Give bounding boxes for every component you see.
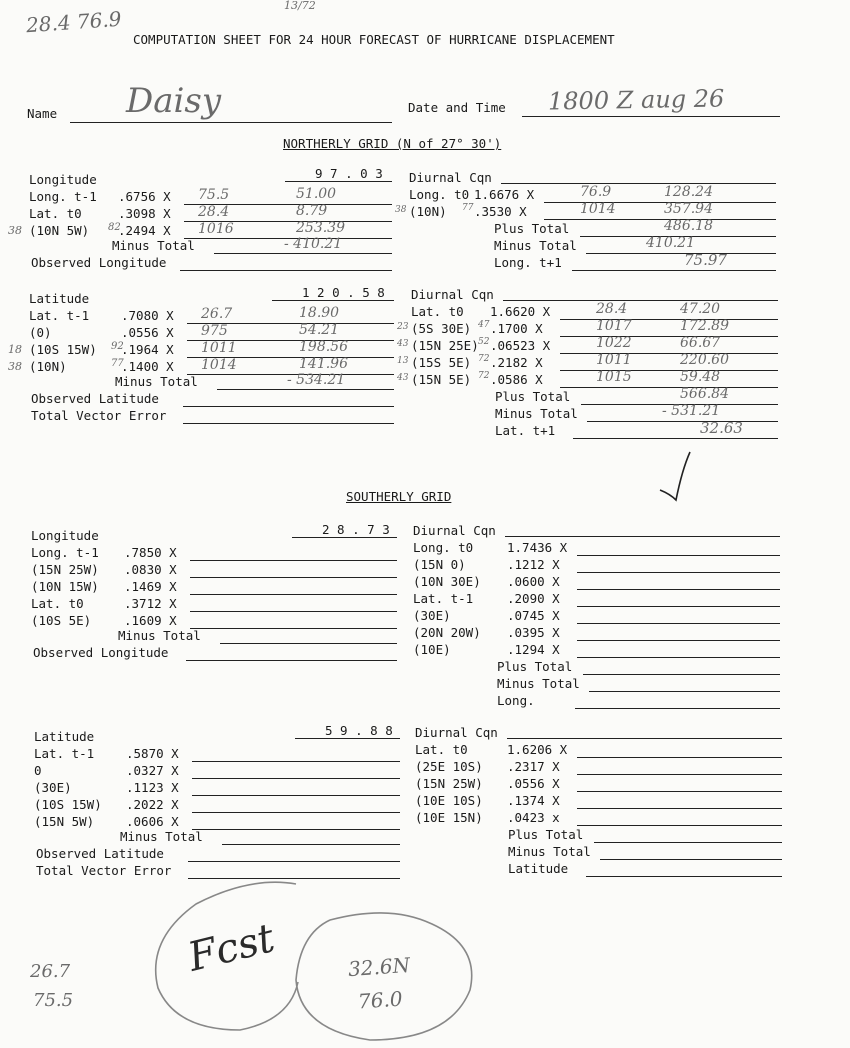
storm-name-handwritten: Daisy bbox=[126, 81, 222, 121]
row-coefficient: .1374 X bbox=[507, 793, 560, 808]
row-coefficient: .1609 X bbox=[124, 613, 177, 628]
section-label: Latitude bbox=[29, 291, 90, 306]
row-label: Lat. t0 bbox=[31, 596, 84, 611]
handwritten-input: 28.4 bbox=[596, 301, 628, 317]
handwritten-product: 128.24 bbox=[664, 184, 713, 200]
row-coefficient: .1700 X bbox=[490, 321, 543, 336]
result-label: Long. t+1 bbox=[494, 255, 562, 270]
handwritten-note: 76.0 bbox=[357, 986, 404, 1014]
margin-note: 52 bbox=[478, 337, 490, 347]
row-label: Lat. t0 bbox=[415, 742, 468, 757]
row-coefficient: 1.6676 X bbox=[474, 187, 535, 202]
row-coefficient: .0745 X bbox=[507, 608, 560, 623]
row-label: (10E 15N) bbox=[415, 810, 483, 825]
handwritten-product: 172.89 bbox=[680, 318, 729, 334]
row-coefficient: .2022 X bbox=[126, 797, 179, 812]
row-coefficient: .0830 X bbox=[124, 562, 177, 577]
row-label: Lat. t0 bbox=[29, 206, 82, 221]
handwritten-product: 357.94 bbox=[664, 201, 713, 217]
row-label: (10E 10S) bbox=[415, 793, 483, 808]
row-label: (30E) bbox=[34, 780, 72, 795]
date-time-label: Date and Time bbox=[408, 100, 506, 115]
row-label: (20N 20W) bbox=[413, 625, 481, 640]
handwritten-product: 54.21 bbox=[299, 322, 340, 338]
row-coefficient: .0586 X bbox=[490, 372, 543, 387]
row-label: (5S 30E) bbox=[411, 321, 472, 336]
plus-total-label: Plus Total bbox=[497, 659, 573, 674]
row-coefficient: .5870 X bbox=[126, 746, 179, 761]
row-coefficient: .6756 X bbox=[118, 189, 171, 204]
margin-note: 77 bbox=[462, 203, 474, 213]
row-label: (10N) bbox=[409, 204, 447, 219]
handwritten-product: 141.96 bbox=[299, 356, 348, 372]
margin-note: 23 bbox=[397, 322, 409, 332]
row-label: (10N 15W) bbox=[31, 579, 99, 594]
margin-note: 38 bbox=[395, 205, 407, 215]
handwritten-product: 18.90 bbox=[299, 305, 340, 321]
row-label: Lat. t-1 bbox=[29, 308, 90, 323]
row-coefficient: .1400 X bbox=[121, 359, 174, 374]
vector-error-label: Total Vector Error bbox=[31, 408, 167, 423]
minus-total-label: Minus Total bbox=[115, 374, 198, 389]
plus-total-label: Plus Total bbox=[508, 827, 584, 842]
handwritten-product: 47.20 bbox=[680, 301, 721, 317]
plus-total-label: Plus Total bbox=[494, 221, 570, 236]
section-label: Longitude bbox=[31, 528, 99, 543]
handwritten-minus-total: - 531.21 bbox=[662, 403, 721, 419]
margin-note: 18 bbox=[8, 343, 22, 356]
margin-note: 72 bbox=[478, 371, 490, 381]
handwritten-product: 253.39 bbox=[296, 220, 345, 236]
margin-note: 82 bbox=[108, 222, 121, 233]
section-result: 1 2 0 . 5 8 bbox=[302, 285, 385, 300]
minus-total-label: Minus Total bbox=[494, 238, 577, 253]
row-label: Long. t-1 bbox=[29, 189, 97, 204]
handwritten-note: 26.7 bbox=[30, 961, 71, 982]
section-label: Longitude bbox=[29, 172, 97, 187]
row-coefficient: .1212 X bbox=[507, 557, 560, 572]
handwritten-input: 1015 bbox=[596, 369, 632, 385]
row-coefficient: 1.7436 X bbox=[507, 540, 568, 555]
row-coefficient: .0423 x bbox=[507, 810, 560, 825]
handwritten-input: 1011 bbox=[201, 340, 237, 356]
diurnal-label: Diurnal Cqn bbox=[411, 287, 494, 302]
plus-total-label: Plus Total bbox=[495, 389, 571, 404]
date-time-handwritten: 1800 Z aug 26 bbox=[547, 84, 725, 116]
handwritten-minus-total: - 534.21 bbox=[287, 372, 346, 388]
row-coefficient: 1.6620 X bbox=[490, 304, 551, 319]
row-label: (10N 30E) bbox=[413, 574, 481, 589]
handwritten-result: 75.97 bbox=[684, 251, 727, 269]
row-coefficient: .3098 X bbox=[118, 206, 171, 221]
diurnal-label: Diurnal Cqn bbox=[415, 725, 498, 740]
handwritten-input: 28.4 bbox=[198, 204, 230, 220]
row-label: (10N) bbox=[29, 359, 67, 374]
row-label: (10S 15W) bbox=[29, 342, 97, 357]
row-label: (15N 0) bbox=[413, 557, 466, 572]
margin-note: 47 bbox=[478, 320, 490, 330]
margin-note: 92 bbox=[111, 341, 124, 352]
circle-mark-position bbox=[296, 913, 472, 1040]
row-coefficient: .7080 X bbox=[121, 308, 174, 323]
row-label: 0 bbox=[34, 763, 42, 778]
row-label: Lat. t0 bbox=[411, 304, 464, 319]
handwritten-product: 198.56 bbox=[299, 339, 348, 355]
observed-label: Observed Latitude bbox=[31, 391, 159, 406]
row-coefficient: .1294 X bbox=[507, 642, 560, 657]
southerly-grid-heading: SOUTHERLY GRID bbox=[346, 489, 452, 504]
handwritten-minus-total: - 410.21 bbox=[284, 236, 343, 252]
handwritten-input: 975 bbox=[201, 323, 228, 339]
handwritten-product: 59.48 bbox=[680, 369, 721, 385]
row-coefficient: .3712 X bbox=[124, 596, 177, 611]
handwritten-product: 66.67 bbox=[680, 335, 721, 351]
handwritten-input: 1016 bbox=[198, 221, 234, 237]
row-label: Lat. t-1 bbox=[413, 591, 474, 606]
minus-total-label: Minus Total bbox=[118, 628, 201, 643]
result-label: Latitude bbox=[508, 861, 569, 876]
margin-note: 38 bbox=[8, 360, 22, 373]
row-coefficient: .2090 X bbox=[507, 591, 560, 606]
section-result: 9 7 . 0 3 bbox=[315, 166, 383, 181]
minus-total-label: Minus Total bbox=[112, 238, 195, 253]
name-label: Name bbox=[27, 106, 58, 121]
section-result: 2 8 . 7 3 bbox=[322, 522, 390, 537]
circle-mark-fcst bbox=[156, 882, 298, 1030]
row-coefficient: .3530 X bbox=[474, 204, 527, 219]
row-coefficient: .2317 X bbox=[507, 759, 560, 774]
diurnal-label: Diurnal Cqn bbox=[409, 170, 492, 185]
row-coefficient: .1469 X bbox=[124, 579, 177, 594]
minus-total-label: Minus Total bbox=[497, 676, 580, 691]
row-label: Long. t0 bbox=[413, 540, 474, 555]
handwritten-input: 75.5 bbox=[198, 187, 230, 203]
result-label: Long. bbox=[497, 693, 535, 708]
handwritten-note: 32.6N bbox=[347, 952, 411, 982]
row-label: Lat. t-1 bbox=[34, 746, 95, 761]
row-label: Long. t0 bbox=[409, 187, 470, 202]
minus-total-label: Minus Total bbox=[495, 406, 578, 421]
handwritten-product: 220.60 bbox=[680, 352, 729, 368]
row-coefficient: .0556 X bbox=[121, 325, 174, 340]
result-label: Lat. t+1 bbox=[495, 423, 556, 438]
row-coefficient: .1123 X bbox=[126, 780, 179, 795]
observed-label: Observed Latitude bbox=[36, 846, 164, 861]
row-label: (25E 10S) bbox=[415, 759, 483, 774]
margin-note: 43 bbox=[397, 373, 409, 383]
handwritten-input: 1014 bbox=[580, 201, 616, 217]
minus-total-label: Minus Total bbox=[508, 844, 591, 859]
margin-note: 72 bbox=[478, 354, 490, 364]
row-label: (15N 5W) bbox=[34, 814, 95, 829]
row-label: (15N 25W) bbox=[415, 776, 483, 791]
sheet-title: COMPUTATION SHEET FOR 24 HOUR FORECAST OF HURRICANE DISPLACEMENT bbox=[133, 32, 615, 47]
row-coefficient: .1964 X bbox=[121, 342, 174, 357]
row-coefficient: .0556 X bbox=[507, 776, 560, 791]
row-label: (15N 5E) bbox=[411, 372, 472, 387]
handwritten-input: 1011 bbox=[596, 352, 632, 368]
margin-note: 13 bbox=[397, 356, 409, 366]
handwritten-input: 1017 bbox=[596, 318, 632, 334]
row-coefficient: .2494 X bbox=[118, 223, 171, 238]
row-label: (15N 25E) bbox=[411, 338, 479, 353]
row-label: (15S 5E) bbox=[411, 355, 472, 370]
row-label: (10E) bbox=[413, 642, 451, 657]
handwritten-result: 32.63 bbox=[700, 419, 743, 437]
handwritten-input: 26.7 bbox=[201, 306, 233, 322]
handwritten-plus-total: 566.84 bbox=[680, 386, 729, 402]
handwritten-plus-total: 486.18 bbox=[664, 218, 713, 234]
northerly-grid-heading: NORTHERLY GRID (N of 27° 30') bbox=[283, 136, 502, 151]
row-label: (0) bbox=[29, 325, 52, 340]
row-label: (30E) bbox=[413, 608, 451, 623]
margin-note: 43 bbox=[397, 339, 409, 349]
row-coefficient: .06523 X bbox=[490, 338, 551, 353]
handwritten-input: 1014 bbox=[201, 357, 237, 373]
handwritten-minus-total: 410.21 bbox=[646, 235, 695, 251]
handwritten-product: 8.79 bbox=[296, 203, 328, 219]
handwritten-fraction: 13/72 bbox=[284, 0, 316, 12]
row-coefficient: 1.6206 X bbox=[507, 742, 568, 757]
row-coefficient: .0600 X bbox=[507, 574, 560, 589]
check-mark-icon bbox=[660, 452, 690, 500]
vector-error-label: Total Vector Error bbox=[36, 863, 172, 878]
row-coefficient: .7850 X bbox=[124, 545, 177, 560]
handwritten-input: 1022 bbox=[596, 335, 632, 351]
row-coefficient: .2182 X bbox=[490, 355, 543, 370]
handwritten-note: 75.5 bbox=[33, 990, 74, 1011]
diurnal-label: Diurnal Cqn bbox=[413, 523, 496, 538]
row-label: (15N 25W) bbox=[31, 562, 99, 577]
row-label: (10N 5W) bbox=[29, 223, 90, 238]
section-result: 5 9 . 8 8 bbox=[325, 723, 393, 738]
row-label: (10S 5E) bbox=[31, 613, 92, 628]
handwritten-coordinates: 28.4 76.9 bbox=[25, 6, 123, 38]
row-label: (10S 15W) bbox=[34, 797, 102, 812]
margin-note: 77 bbox=[111, 358, 124, 369]
minus-total-label: Minus Total bbox=[120, 829, 203, 844]
row-coefficient: .0327 X bbox=[126, 763, 179, 778]
row-label: Long. t-1 bbox=[31, 545, 99, 560]
handwritten-input: 76.9 bbox=[580, 184, 612, 200]
section-label: Latitude bbox=[34, 729, 95, 744]
row-coefficient: .0606 X bbox=[126, 814, 179, 829]
handwritten-product: 51.00 bbox=[296, 186, 337, 202]
handwritten-fcst: Fcst bbox=[183, 915, 280, 981]
margin-note: 38 bbox=[8, 224, 22, 237]
row-coefficient: .0395 X bbox=[507, 625, 560, 640]
observed-label: Observed Longitude bbox=[33, 645, 169, 660]
observed-label: Observed Longitude bbox=[31, 255, 167, 270]
